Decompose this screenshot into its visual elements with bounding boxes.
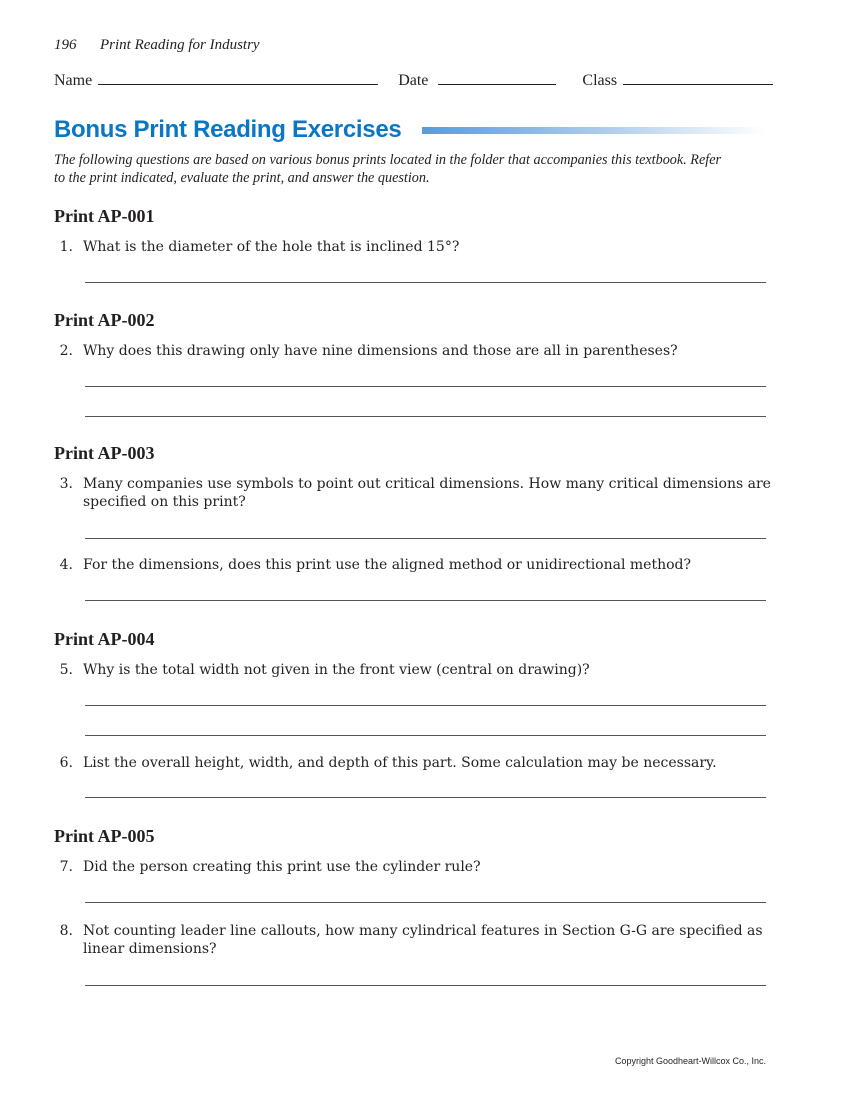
section-heading: Print AP-001 [54,206,155,226]
question-text: Not counting leader line callouts, how many cylindrical features in Section G-G are specified as [83,923,763,939]
copyright: Copyright Goodheart-Willcox Co., Inc. [614,1056,766,1066]
question-number: 7. [59,859,73,875]
question-number: 5. [59,662,73,678]
question-number: 4. [59,557,73,573]
page-title: Bonus Print Reading Exercises [54,116,402,143]
question-number: 6. [59,755,73,771]
question-text: Many companies use symbols to point out critical dimensions. How many critical dimensions are [83,476,771,492]
class-field[interactable] [623,70,773,85]
intro-line: The following questions are based on various bonus prints located in the folder that accompanies this textbook. Refer [54,152,722,168]
question-text: What is the diameter of the hole that is inclined 15°? [83,239,460,255]
class-label: Class [582,72,618,89]
question-text: linear dimensions? [83,941,217,957]
section-heading: Print AP-004 [54,629,155,649]
answer-line[interactable] [85,902,766,903]
question-number: 3. [59,476,73,492]
answer-line[interactable] [85,797,766,798]
section-heading: Print AP-005 [54,826,155,846]
name-field[interactable] [98,70,378,85]
question-text: Why does this drawing only have nine dimensions and those are all in parentheses? [83,343,678,359]
intro-line: to the print indicated, evaluate the print, and answer the question. [54,170,430,186]
answer-line[interactable] [85,386,766,387]
answer-line[interactable] [85,705,766,706]
answer-line[interactable] [85,600,766,601]
answer-line[interactable] [85,282,766,283]
answer-line[interactable] [85,735,766,736]
student-info-row [54,70,773,90]
question-number: 2. [59,343,73,359]
name-label: Name [54,72,93,89]
section-heading: Print AP-003 [54,443,155,463]
question-text: Why is the total width not given in the front view (central on drawing)? [83,662,590,678]
book-title: Print Reading for Industry [100,37,260,53]
date-field[interactable] [438,70,556,85]
page-number: 196 [54,37,77,53]
answer-line[interactable] [85,416,766,417]
question-text: For the dimensions, does this print use the aligned method or unidirectional method? [83,557,691,573]
question-text: Did the person creating this print use the cylinder rule? [83,859,481,875]
title-gradient-bar [422,127,766,134]
question-number: 8. [59,923,73,939]
question-text: specified on this print? [83,494,246,510]
question-text: List the overall height, width, and depth of this part. Some calculation may be necessary. [83,755,717,771]
answer-line[interactable] [85,985,766,986]
answer-line[interactable] [85,538,766,539]
question-number: 1. [59,239,73,255]
date-label: Date [398,72,429,89]
section-heading: Print AP-002 [54,310,155,330]
